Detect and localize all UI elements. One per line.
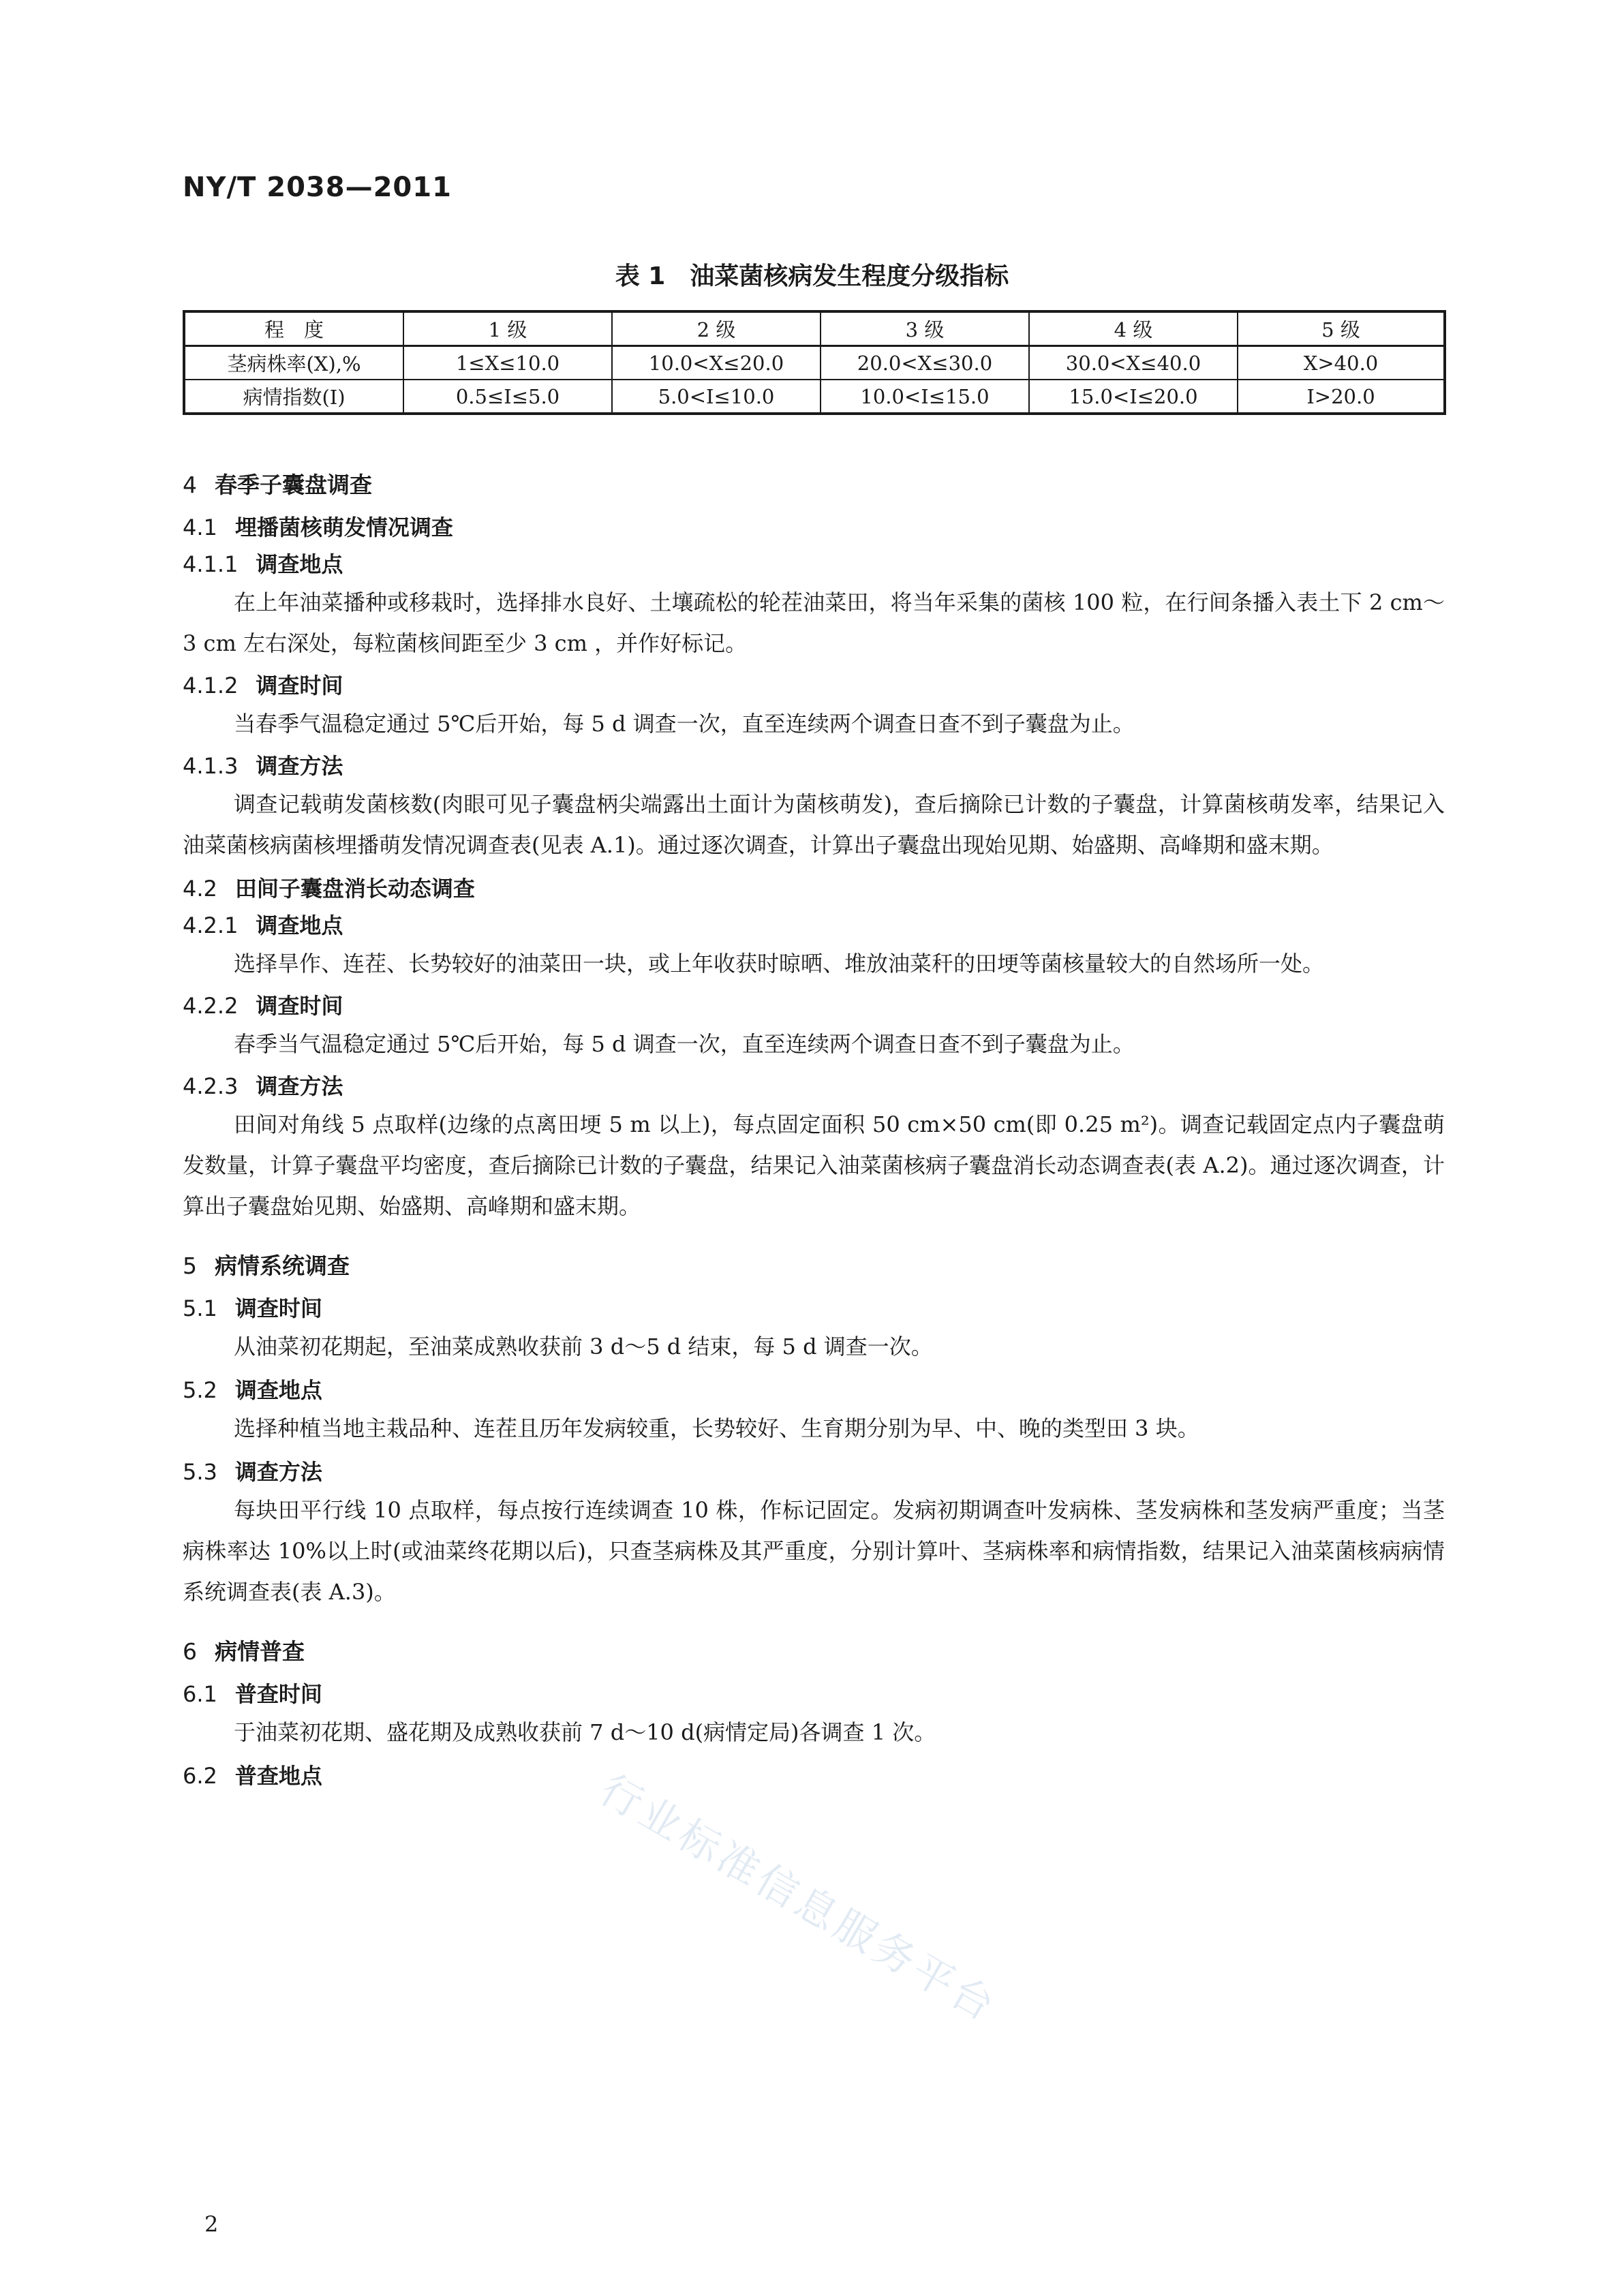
table-title: 油菜菌核病发生程度分级指标 [690,262,1009,290]
table-header-cell: 3 级 [821,311,1029,346]
paragraph: 春季当气温稳定通过 5℃后开始，每 5 d 调查一次，直至连续两个调查日查不到子囊盘为止。 [234,1031,1135,1057]
table-cell: 15.0<I≤20.0 [1029,380,1238,414]
page-number: 2 [204,2211,219,2237]
clause-heading: 4.2.3 调查方法 [183,1073,343,1099]
subsection-heading: 5.2 调查地点 [183,1377,322,1403]
table-header-cell: 程 度 [184,311,403,346]
table-cell: 1≤X≤10.0 [403,346,612,380]
paragraph: 每块田平行线 10 点取样，每点按行连续调查 10 株，作标记固定。发病初期调查叶发病株、茎发病株和茎发病严重度；当茎病株率达 10%以上时(或油菜终花期以后)，只查茎病株及其严重度，分别计算叶、茎病株率和病情指数，结果记入油菜菌核病病情系统调查表(表 A.3)。 [183,1497,1445,1605]
paragraph: 当春季气温稳定通过 5℃后开始，每 5 d 调查一次，直至连续两个调查日查不到子囊盘为止。 [234,711,1135,737]
table-cell: 10.0<I≤15.0 [821,380,1029,414]
table-header-cell: 2 级 [612,311,821,346]
clause-heading: 4.2.2 调查时间 [183,993,343,1019]
table-header-row [184,311,1445,346]
table-cell: I>20.0 [1238,380,1445,414]
subsection-heading: 4.1 埋播菌核萌发情况调查 [183,514,453,540]
document-code: NY/T 2038—2011 [183,172,452,203]
subsection-heading: 6.2 普查地点 [183,1763,322,1789]
clause-heading: 4.1.1 调查地点 [183,551,343,577]
paragraph: 在上年油菜播种或移栽时，选择排水良好、土壤疏松的轮茬油菜田，将当年采集的菌核 100 粒，在行间条播入表土下 2 cm～3 cm 左右深处，每粒菌核间距至少 3 cm ，并作好标记。 [183,589,1445,656]
paragraph: 从油菜初花期起，至油菜成熟收获前 3 d～5 d 结束，每 5 d 调查一次。 [234,1334,933,1359]
table-number: 表 1 [615,262,666,290]
paragraph: 选择旱作、连茬、长势较好的油菜田一块，或上年收获时晾晒、堆放油菜秆的田埂等菌核量较大的自然场所一处。 [234,951,1325,977]
paragraph: 于油菜初花期、盛花期及成熟收获前 7 d～10 d(病情定局)各调查 1 次。 [234,1719,936,1745]
subsection-heading: 6.1 普查时间 [183,1681,322,1707]
table-cell: 30.0<X≤40.0 [1029,346,1238,380]
table-cell: 5.0<I≤10.0 [612,380,821,414]
paragraph: 田间对角线 5 点取样(边缘的点离田埂 5 m 以上)，每点固定面积 50 cm×50 cm(即 0.25 m²)。调查记载固定点内子囊盘萌发数量，计算子囊盘平均密度，查后摘除已计数的子囊盘，结果记入油菜菌核病子囊盘消长动态调查表(表 A.2)。通过逐次调查，计算出子囊盘始见期、始盛期、高峰期和盛末期。 [183,1111,1445,1219]
section-heading: 6 病情普查 [183,1638,305,1665]
table-cell: 0.5≤I≤5.0 [403,380,612,414]
clause-heading: 4.2.1 调查地点 [183,912,343,938]
table-cell: X>40.0 [1238,346,1445,380]
subsection-heading: 4.2 田间子囊盘消长动态调查 [183,876,475,902]
table-cell: 病情指数(I) [184,380,403,414]
table-cell: 10.0<X≤20.0 [612,346,821,380]
table-row [184,346,1445,380]
section-heading: 5 病情系统调查 [183,1253,350,1279]
subsection-heading: 5.3 调查方法 [183,1459,322,1485]
grading-table [183,310,1446,415]
table-header-cell: 1 级 [403,311,612,346]
table-header-cell: 5 级 [1238,311,1445,346]
table-header-cell: 4 级 [1029,311,1238,346]
paragraph: 选择种植当地主栽品种、连茬且历年发病较重，长势较好、生育期分别为早、中、晚的类型田 3 块。 [234,1415,1199,1441]
watermark: 行业标准信息服务平台 [592,1766,1006,2032]
section-heading: 4 春季子囊盘调查 [183,472,372,498]
clause-heading: 4.1.2 调查时间 [183,673,343,698]
table-row [184,380,1445,414]
table-caption [0,257,1624,292]
paragraph: 调查记载萌发菌核数(肉眼可见子囊盘柄尖端露出土面计为菌核萌发)，查后摘除已计数的子囊盘，计算菌核萌发率，结果记入油菜菌核病菌核埋播萌发情况调查表(见表 A.1)。通过逐次调查，计算出子囊盘出现始见期、始盛期、高峰期和盛末期。 [183,791,1445,858]
document-body [183,470,1445,1794]
table-cell: 20.0<X≤30.0 [821,346,1029,380]
clause-heading: 4.1.3 调查方法 [183,753,343,779]
table-cell: 茎病株率(X),% [184,346,403,380]
subsection-heading: 5.1 调查时间 [183,1295,322,1321]
